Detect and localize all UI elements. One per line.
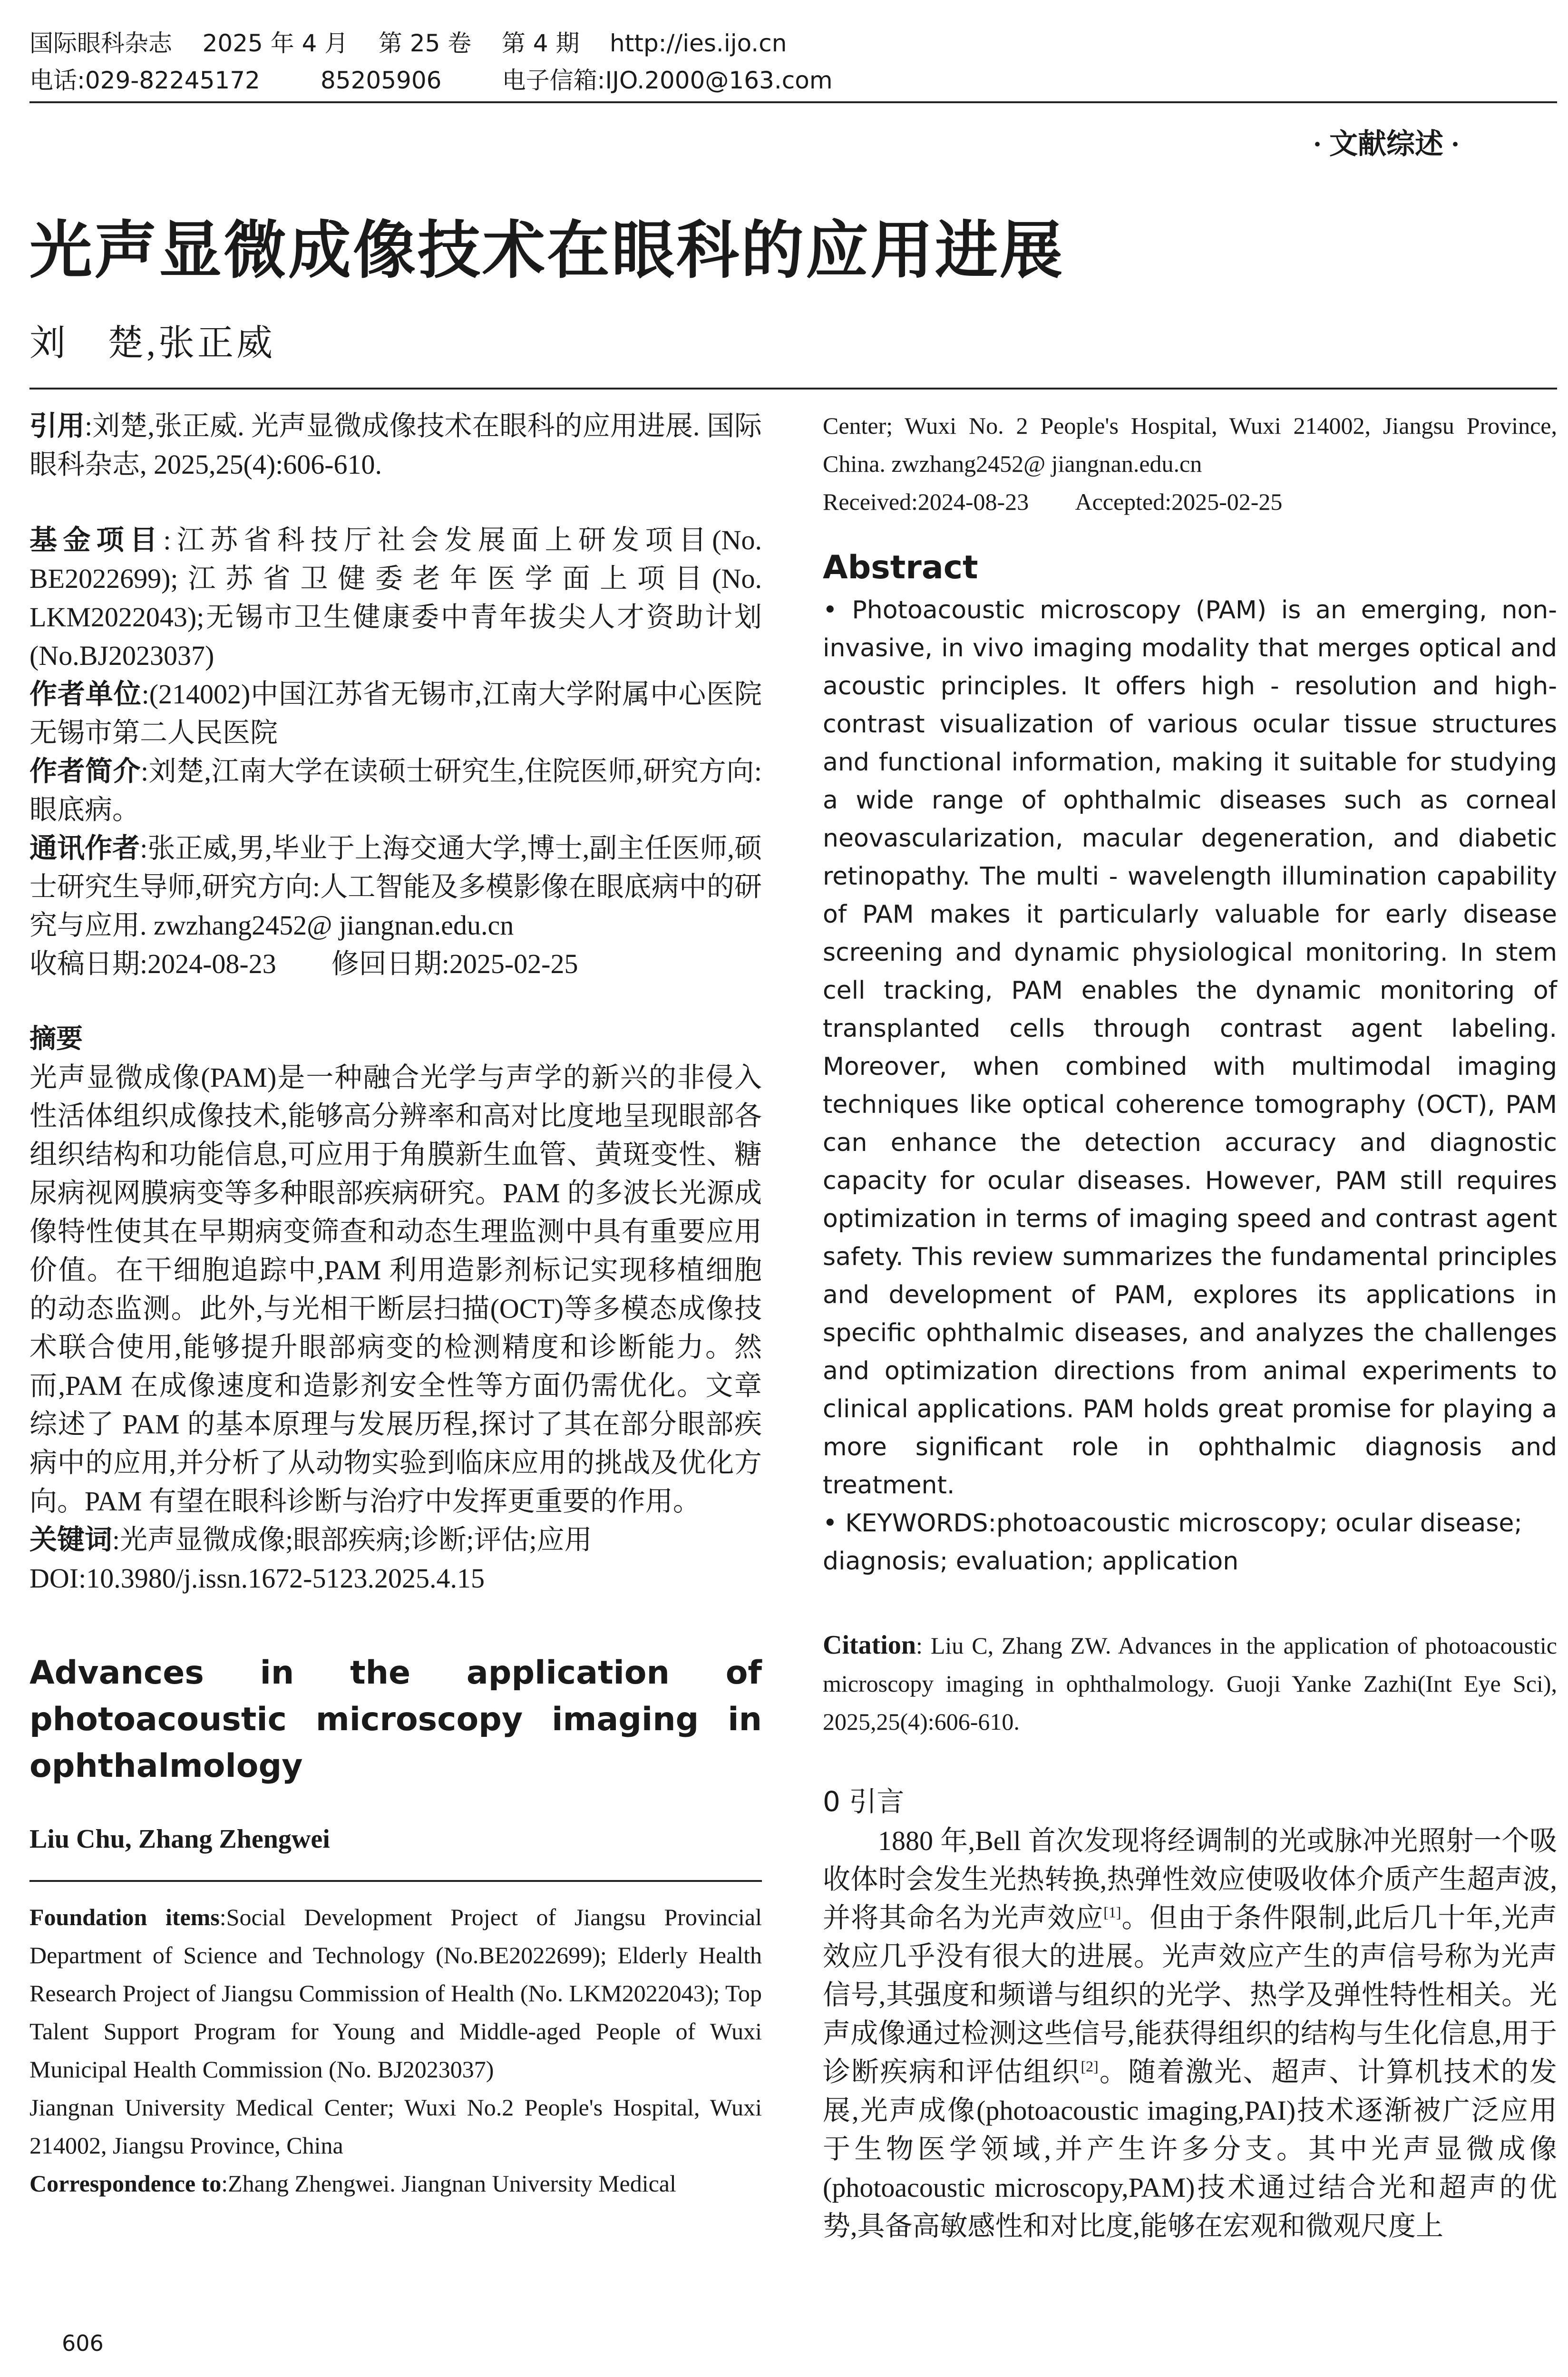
header-rule [29,101,1557,103]
authors-cn: 刘 楚,张正威 [29,323,275,363]
intro-heading: 0 引言 [823,1785,905,1818]
citation-cn: 引用:刘楚,张正威. 光声显微成像技术在眼科的应用进展. 国际眼科杂志, 2025,25(4):606-610. [29,409,762,480]
keywords-en: • KEYWORDS:photoacoustic microscopy; ocular disease; diagnosis; evaluation; application [823,1509,1522,1576]
ref-1[interactable]: [1] [1103,1904,1121,1921]
en-rule [29,1880,762,1882]
author-bio-cn: 作者简介:刘楚,江南大学在读硕士研究生,住院医师,研究方向:眼底病。 [29,755,762,825]
dates-cn: 收稿日期:2024-08-23 修回日期:2025-02-25 [29,948,578,979]
foundation-items-en: Foundation items:Social Development Project of Jiangsu Provincial Department of Science and Technology (No.BE2022699); Elderly Health Research Project of Jiangsu Commission of Health (No. LKM2022043); Top Talent Support Program for Young and Middle-aged People of Wuxi Municipal Health Commission (No. BJ2023037) [29,1904,762,2083]
fund-items-cn: 基金项目:江苏省科技厅社会发展面上研发项目(No. BE2022699);江苏省卫健委老年医学面上项目(No. LKM2022043);无锡市卫生健康委中青年拔尖人才资助计划(No.BJ2023037) [29,524,762,671]
article-title-cn: 光声显微成像技术在眼科的应用进展 [29,214,1064,287]
ref-2[interactable]: [2] [1081,2058,1099,2075]
intro-paragraph: 1880 年,Bell 首次发现将经调制的光或脉冲光照射一个吸收体时会发生光热转换,热弹性效应使吸收体介质产生超声波,并将其命名为光声效应[1]。但由于条件限制,此后几十年,光声效应几乎没有很大的进展。光声效应产生的声信号称为光声信号,其强度和频谱与组织的光学、热学及弹性特性相关。光声成像通过检测这些信号,能获得组织的结构与生化信息,用于诊断疾病和评估组织[2]。随着激光、超声、计算机技术的发展,光声成像(photoacoustic imaging,PAI)技术逐渐被广泛应用于生物医学领域,并产生许多分支。其中光声显微成像(photoacoustic microscopy,PAM)技术通过结合光和超声的优势,具备高敏感性和对比度,能够在宏观和微观尺度上 [823,1825,1557,2241]
correspondence-en-cont: Center; Wuxi No. 2 People's Hospital, Wuxi 214002, Jiangsu Province, China. zwzhang2452@ jiangnan.edu.cn [823,412,1557,477]
doi: DOI:10.3980/j.issn.1672-5123.2025.4.15 [29,1563,485,1594]
author-unit-en: Jiangnan University Medical Center; Wuxi No.2 People's Hospital, Wuxi 214002, Jiangsu Province, China [29,2094,762,2159]
authors-en: Liu Chu, Zhang Zhengwei [29,1824,330,1854]
right-column [823,407,1557,2245]
keywords-cn: 关键词:光声显微成像;眼部疾病;诊断;评估;应用 [29,1523,592,1556]
abstract-heading-en: Abstract [823,549,978,586]
abstract-text-cn: 光声显微成像(PAM)是一种融合光学与声学的新兴的非侵入性活体组织成像技术,能够高分辨率和高对比度地呈现眼部各组织结构和功能信息,可应用于角膜新生血管、黄斑变性、糖尿病视网膜病变等多种眼部疾病研究。PAM 的多波长光源成像特性使其在早期病变筛查和动态生理监测中具有重要应用价值。在干细胞追踪中,PAM 利用造影剂标记实现移植细胞的动态监测。此外,与光相干断层扫描(OCT)等多模态成像技术联合使用,能够提升眼部病变的检测精度和诊断能力。然而,PAM 在成像速度和造影剂安全性等方面仍需优化。文章综述了 PAM 的基本原理与发展历程,探讨了其在部分眼部疾病中的应用,并分析了从动物实验到临床应用的挑战及优化方向。PAM 有望在眼科诊断与治疗中发挥更重要的作用。 [29,1062,762,1517]
article-title-en: Advances in the application of photoacoustic microscopy imaging in ophthalmology [29,1654,762,1785]
column-tag: · 文献综述 · [1313,128,1461,160]
received-accepted: Received:2024-08-23 Accepted:2025-02-25 [823,488,1283,515]
title-rule [29,388,1557,390]
correspondence-en: Correspondence to:Zhang Zhengwei. Jiangnan University Medical [29,2170,676,2197]
journal-header-line2: 电话:029-82245172 85205906 电子信箱:IJO.2000@163.com [29,67,833,94]
journal-header-line1: 国际眼科杂志 2025 年 4 月 第 25 卷 第 4 期 http://ies.ijo.cn [29,29,787,57]
citation-en: Citation: Liu C, Zhang ZW. Advances in the application of photoacoustic microscopy imaging in ophthalmology. Guoji Yanke Zazhi(Int Eye Sci), 2025,25(4):606-610. [823,1630,1557,1735]
abstract-heading-cn: 摘要 [29,1023,83,1054]
left-column [29,407,762,2202]
author-unit-cn: 作者单位:(214002)中国江苏省无锡市,江南大学附属中心医院 无锡市第二人民医院 [29,678,762,748]
abstract-text-en: • Photoacoustic microscopy (PAM) is an emerging, non-invasive, in vivo imaging modality that merges optical and acoustic principles. It offers high - resolution and high- contrast visualization of various ocular tissue structures and functional information, making it suitable for studying a wide range of ophthalmic diseases such as corneal neovascularization, macular degeneration, and diabetic retinopathy. The multi - wavelength illumination capability of PAM makes it particularly valuable for early disease screening and dynamic physiological monitoring. In stem cell tracking, PAM enables the dynamic monitoring of transplanted cells through contrast agent labeling. Moreover, when combined with multimodal imaging techniques like optical coherence tomography (OCT), PAM can enhance the detection accuracy and diagnostic capacity for ocular diseases. However, PAM still requires optimization in terms of imaging speed and contrast agent safety. This review summarizes the fundamental principles and development of PAM, explores its applications in specific ophthalmic diseases, and analyzes the challenges and optimization directions from animal experiments to clinical applications. PAM holds great promise for playing a more significant role in ophthalmic diagnosis and treatment. [823,596,1557,1500]
corresponding-author-cn: 通讯作者:张正威,男,毕业于上海交通大学,博士,副主任医师,硕士研究生导师,研究方向:人工智能及多模影像在眼底病中的研究与应用. zwzhang2452@ jiangnan.edu.cn [29,832,762,941]
page-number: 606 [62,2330,104,2356]
